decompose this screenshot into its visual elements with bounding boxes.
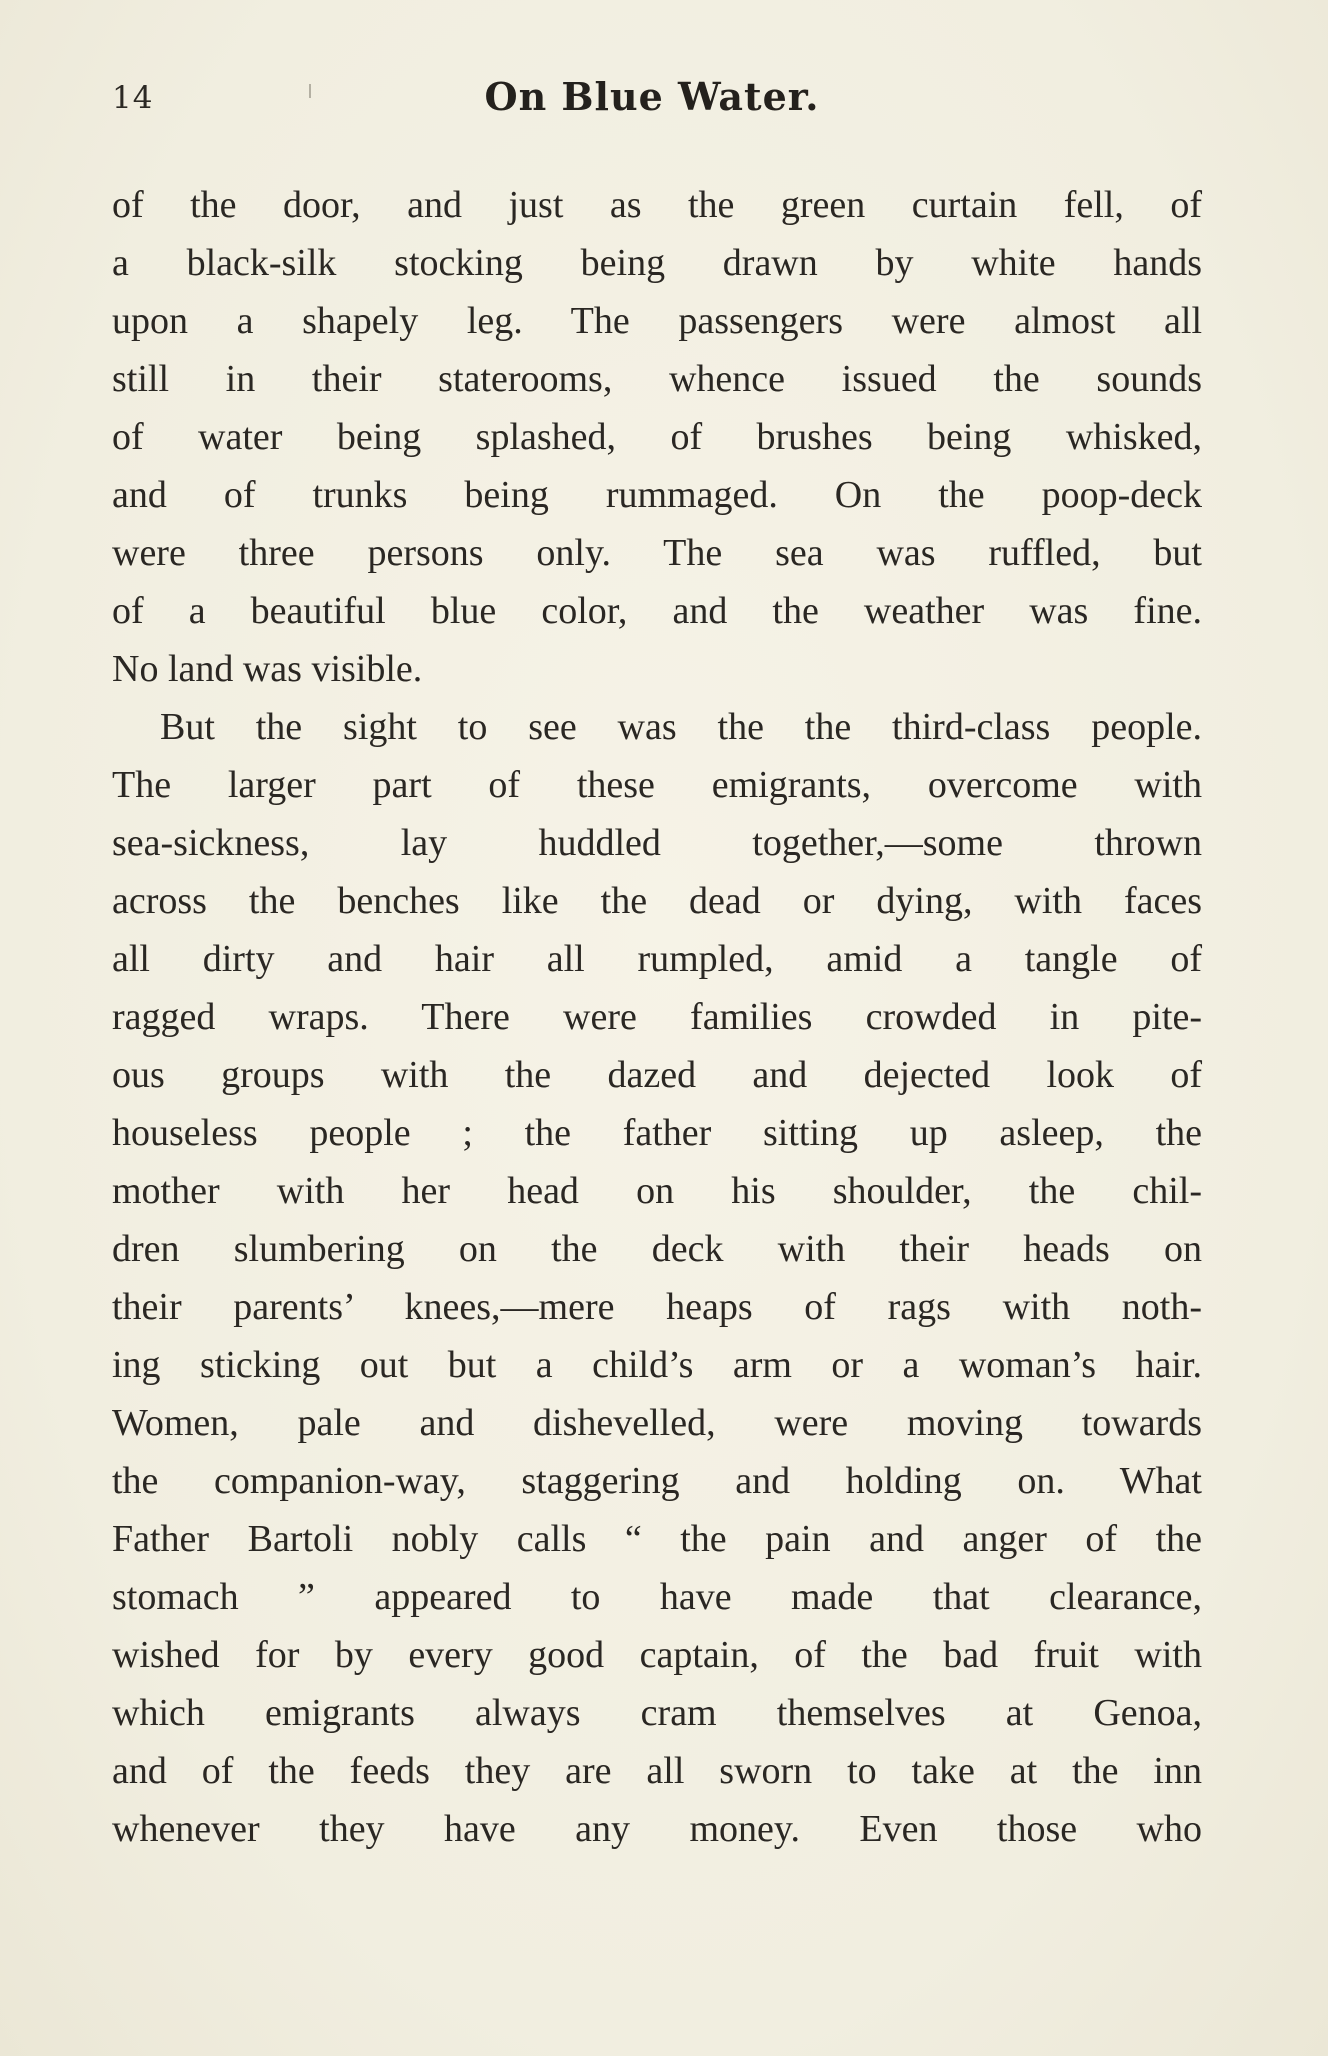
body-text	[112, 176, 1202, 1858]
text-line: and of trunks being rummaged. On the poop-deck	[112, 474, 1202, 516]
text-line: wished for by every good captain, of the bad fruit with	[112, 1634, 1202, 1676]
text-line: mother with her head on his shoulder, the chil-	[112, 1170, 1202, 1212]
text-line: ing sticking out but a child’s arm or a woman’s hair.	[112, 1344, 1202, 1386]
text-line: stomach ” appeared to have made that clearance,	[112, 1576, 1202, 1618]
text-line: No land was visible.	[112, 648, 423, 690]
text-line: But the sight to see was the the third-class people.	[160, 706, 1202, 748]
running-head	[112, 74, 1202, 124]
text-line: The larger part of these emigrants, overcome with	[112, 764, 1202, 806]
text-line: sea-sickness, lay huddled together,—some thrown	[112, 822, 1202, 864]
text-line: of water being splashed, of brushes being whisked,	[112, 416, 1202, 458]
text-line: houseless people ; the father sitting up asleep, the	[112, 1112, 1202, 1154]
text-line: ragged wraps. There were families crowded in pite-	[112, 996, 1202, 1038]
text-line: still in their staterooms, whence issued the sounds	[112, 358, 1202, 400]
text-line: upon a shapely leg. The passengers were almost all	[112, 300, 1202, 342]
text-line: all dirty and hair all rumpled, amid a tangle of	[112, 938, 1202, 980]
print-speck	[309, 84, 311, 98]
text-line: Women, pale and dishevelled, were moving towards	[112, 1402, 1202, 1444]
text-line: whenever they have any money. Even those who	[112, 1808, 1202, 1850]
text-line: their parents’ knees,—mere heaps of rags with noth-	[112, 1286, 1202, 1328]
text-line: the companion-way, staggering and holding on. What	[112, 1460, 1202, 1502]
page-number: 14	[112, 80, 154, 116]
running-title: On Blue Water.	[484, 74, 820, 119]
text-line: and of the feeds they are all sworn to take at the inn	[112, 1750, 1202, 1792]
text-line: were three persons only. The sea was ruffled, but	[112, 532, 1202, 574]
text-line: of a beautiful blue color, and the weather was fine.	[112, 590, 1202, 632]
text-line: ous groups with the dazed and dejected look of	[112, 1054, 1202, 1096]
text-line: of the door, and just as the green curtain fell, of	[112, 184, 1202, 226]
text-line: a black-silk stocking being drawn by white hands	[112, 242, 1202, 284]
text-line: dren slumbering on the deck with their heads on	[112, 1228, 1202, 1270]
text-line: Father Bartoli nobly calls “ the pain and anger of the	[112, 1518, 1202, 1560]
text-line: across the benches like the dead or dying, with faces	[112, 880, 1202, 922]
text-line: which emigrants always cram themselves at Genoa,	[112, 1692, 1202, 1734]
